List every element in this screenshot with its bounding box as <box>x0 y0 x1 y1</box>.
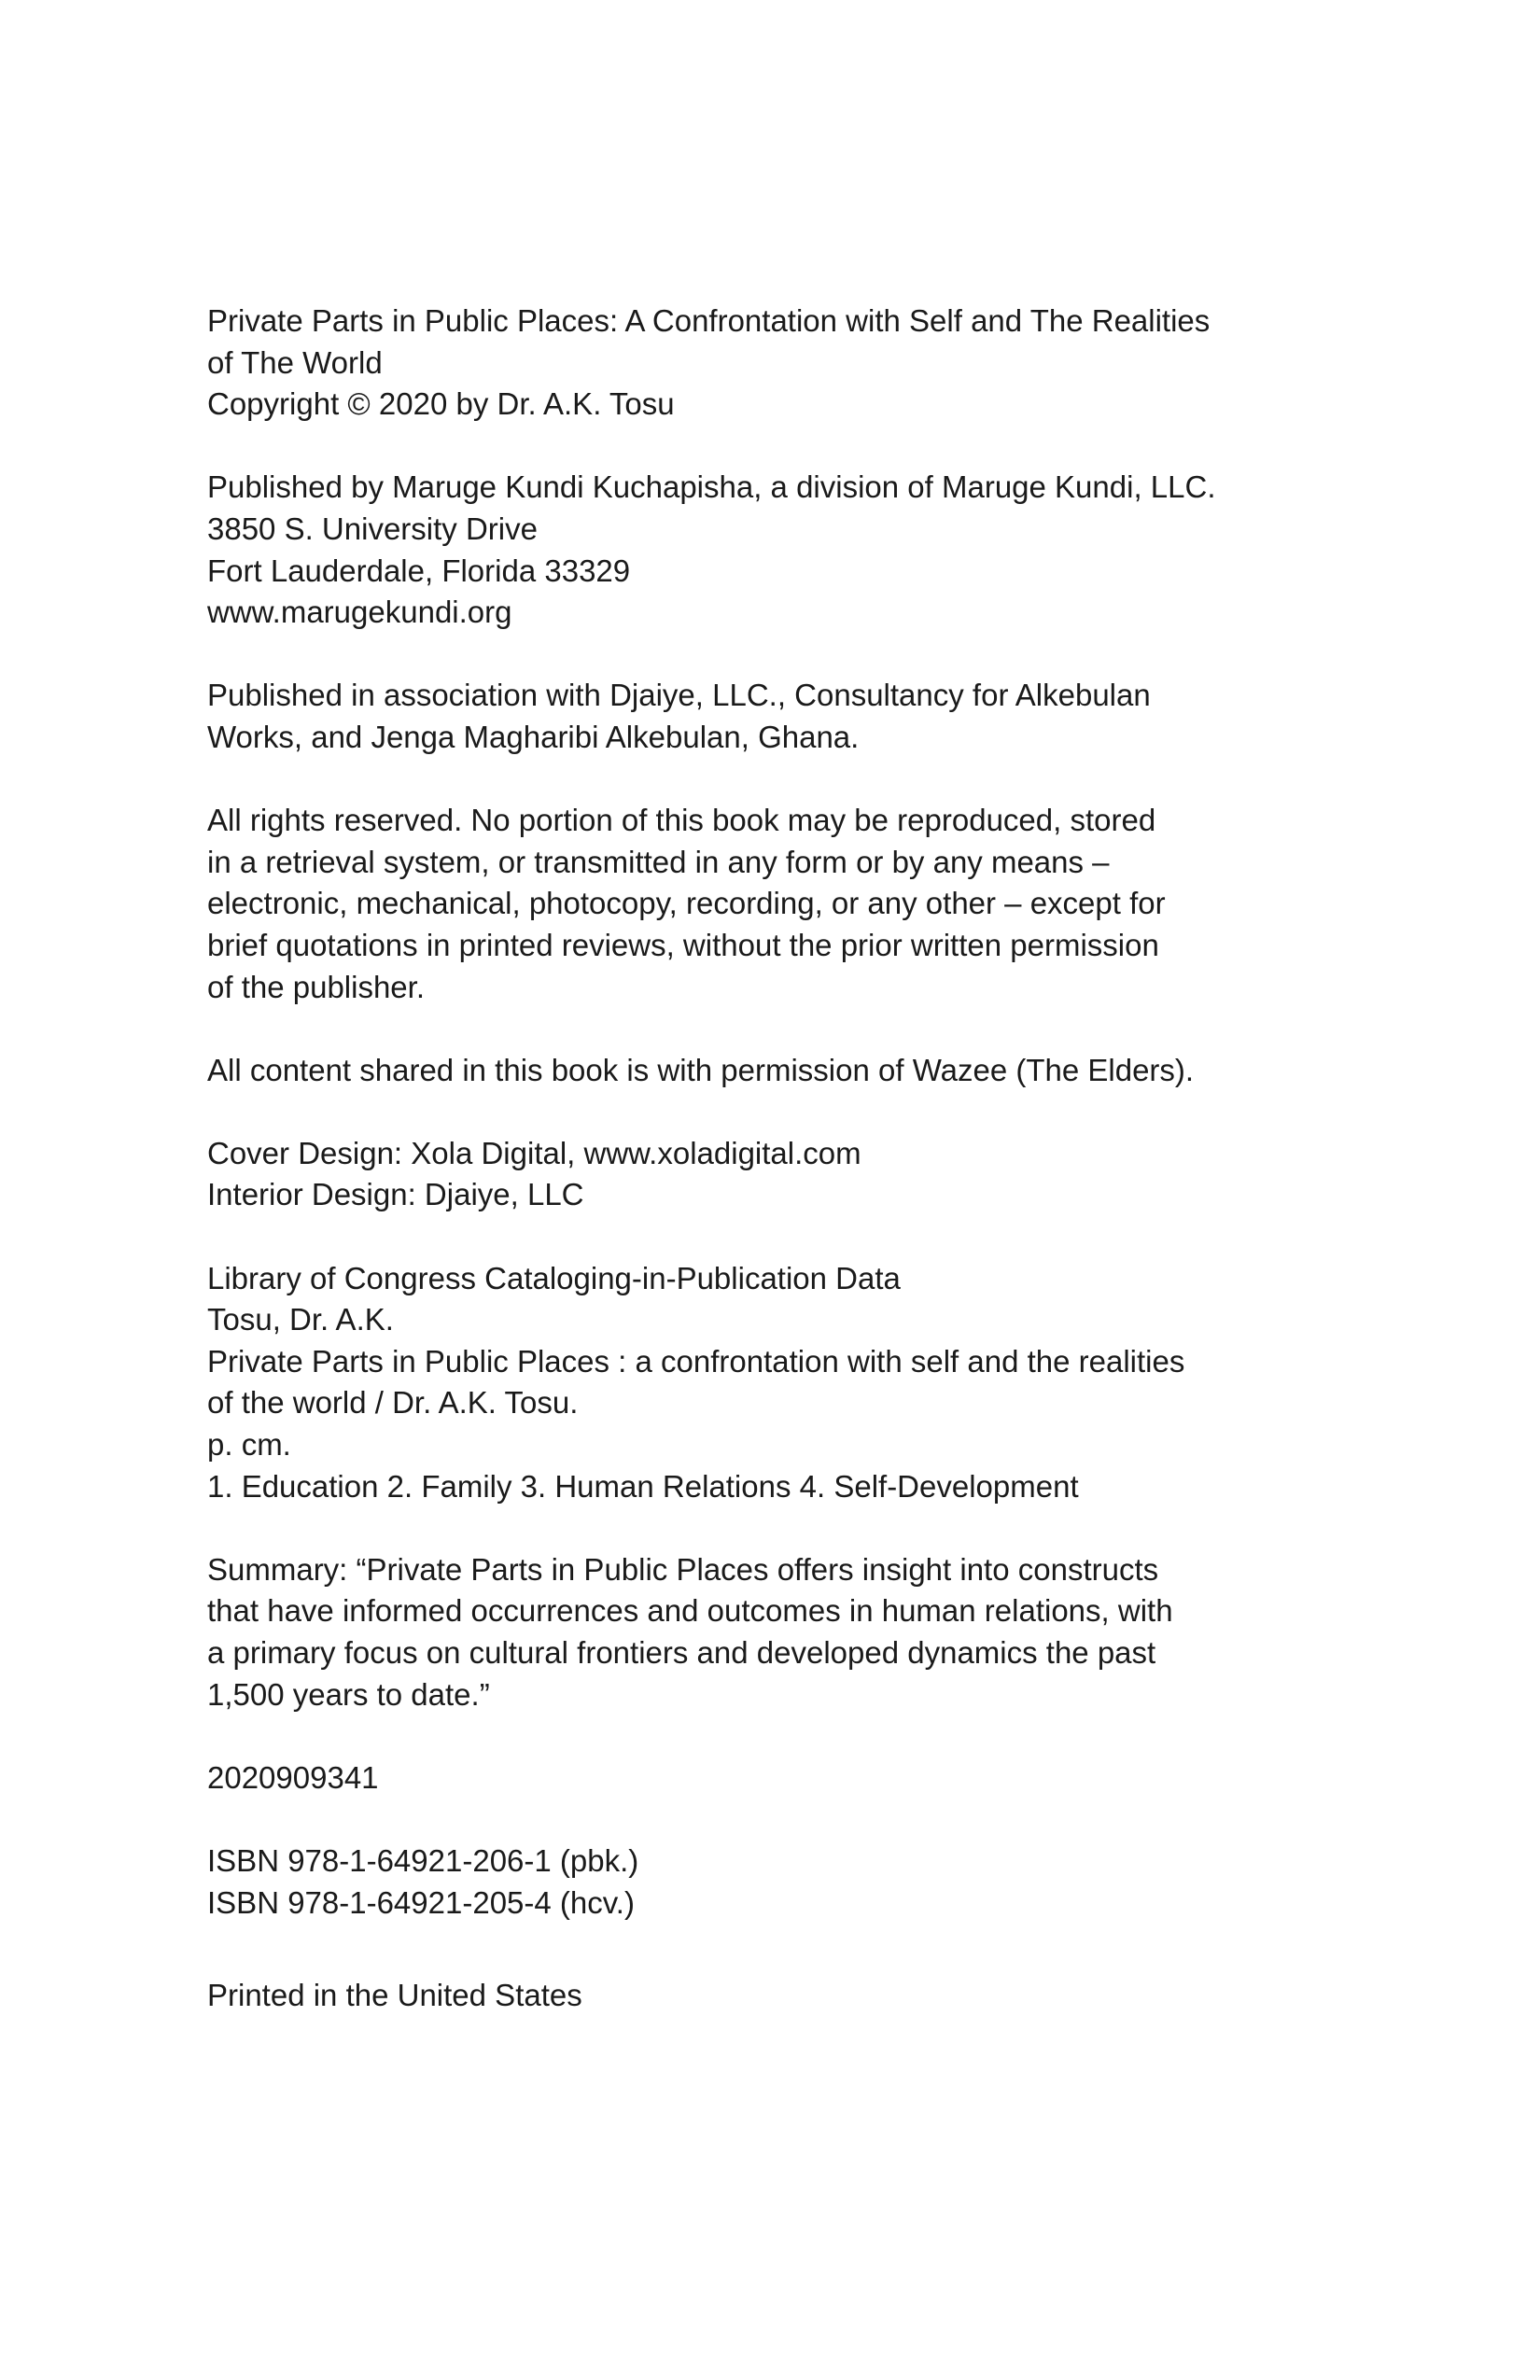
copyright-notice: Copyright © 2020 by Dr. A.K. Tosu <box>207 386 675 422</box>
lccn-block <box>207 1757 1271 1799</box>
summary-line-2: that have informed occurrences and outcomes in human relations, with <box>207 1593 1173 1629</box>
rights-line-2: in a retrieval system, or transmitted in any form or by any means – <box>207 844 1110 879</box>
lccn-number: 2020909341 <box>207 1759 379 1795</box>
association-line-2: Works, and Jenga Magharibi Alkebulan, Ghana. <box>207 719 860 754</box>
book-title-line-1: Private Parts in Public Places: A Confrontation with Self and The Realities <box>207 303 1211 338</box>
rights-line-4: brief quotations in printed reviews, without the prior written permission <box>207 927 1159 962</box>
printed-block <box>207 1975 1271 2017</box>
summary-line-4: 1,500 years to date.” <box>207 1676 490 1712</box>
cataloging-pcm: p. cm. <box>207 1427 291 1463</box>
rights-line-1: All rights reserved. No portion of this book may be reproduced, stored <box>207 803 1156 838</box>
rights-line-3: electronic, mechanical, photocopy, recording, or any other – except for <box>207 886 1166 921</box>
permission-block <box>207 1050 1271 1092</box>
cover-design-credit: Cover Design: Xola Digital, www.xoladigital.com <box>207 1135 861 1170</box>
publisher-street: 3850 S. University Drive <box>207 511 538 546</box>
permission-line: All content shared in this book is with permission of Wazee (The Elders). <box>207 1052 1195 1087</box>
rights-line-5: of the publisher. <box>207 969 425 1004</box>
isbn-paperback: ISBN 978-1-64921-206-1 (pbk.) <box>207 1842 639 1878</box>
printed-in: Printed in the United States <box>207 1978 582 2013</box>
title-block <box>207 301 1271 426</box>
publisher-city: Fort Lauderdale, Florida 33329 <box>207 553 631 588</box>
summary-line-1: Summary: “Private Parts in Public Places offers insight into constructs <box>207 1551 1159 1587</box>
cataloging-block <box>207 1258 1271 1508</box>
interior-design-credit: Interior Design: Djaiye, LLC <box>207 1177 584 1212</box>
publisher-block <box>207 467 1271 633</box>
cataloging-subjects: 1. Education 2. Family 3. Human Relations 4. Self-Development <box>207 1468 1079 1504</box>
summary-line-3: a primary focus on cultural frontiers and developed dynamics the past <box>207 1635 1156 1670</box>
association-block <box>207 675 1271 758</box>
isbn-hardcover: ISBN 978-1-64921-205-4 (hcv.) <box>207 1884 635 1920</box>
book-title-line-2: of The World <box>207 344 383 380</box>
publisher-name: Published by Maruge Kundi Kuchapisha, a division of Maruge Kundi, LLC. <box>207 469 1216 505</box>
cataloging-author: Tosu, Dr. A.K. <box>207 1302 394 1337</box>
cataloging-title-line-1: Private Parts in Public Places : a confrontation with self and the realities <box>207 1343 1185 1379</box>
design-credits-block <box>207 1133 1271 1216</box>
summary-block <box>207 1549 1271 1715</box>
publisher-website: www.marugekundi.org <box>207 595 512 630</box>
rights-block <box>207 800 1271 1008</box>
isbn-block <box>207 1841 1271 1924</box>
cataloging-heading: Library of Congress Cataloging-in-Publication Data <box>207 1260 901 1295</box>
copyright-page <box>207 301 1271 2058</box>
cataloging-title-line-2: of the world / Dr. A.K. Tosu. <box>207 1385 579 1421</box>
association-line-1: Published in association with Djaiye, LLC., Consultancy for Alkebulan <box>207 678 1151 713</box>
